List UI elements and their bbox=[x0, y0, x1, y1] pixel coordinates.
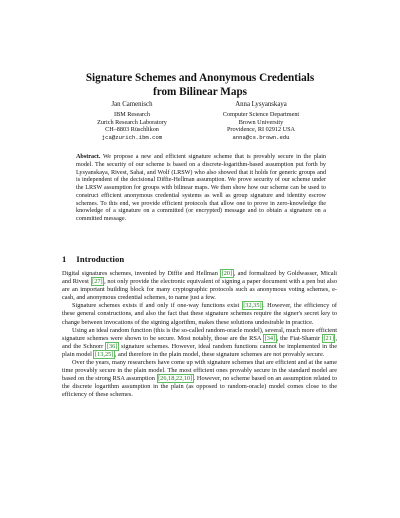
author-email: anna@cs.brown.edu bbox=[232, 133, 290, 141]
abstract-text: We propose a new and efficient signature scheme that is provably secure in the plain model. The security of our scheme is based on a discrete-logarithm-based assumption put forth by Lysyanskaya, Rivest, Sahai, and Wolf (LRSW) who also showed that it holds for generic groups and is independent of the decisional Diffie-Hellman assumption. We prove security of our scheme under the LRSW assumption for groups with bilinear maps. We then show how our scheme can be used to construct efficient anonymous credential systems as well as group signature and identity escrow schemes. To this end, we provide efficient protocols that allow one to prove in zero-knowledge the knowledge of a signature on a committed (or encrypted) message and to obtain a signature on a committed message. bbox=[76, 154, 326, 222]
body-paragraph bbox=[62, 270, 337, 302]
paragraph-text: , and the Schnorr bbox=[62, 334, 338, 350]
body-paragraph bbox=[62, 359, 337, 399]
paragraph-text: , the Fiat-Shamir bbox=[276, 334, 322, 342]
author-affiliation: Providence, RI 02912 USA bbox=[226, 126, 296, 134]
citation-link[interactable]: [21] bbox=[323, 334, 334, 342]
title-line-2: from Bilinear Maps bbox=[152, 86, 248, 98]
citation-link[interactable]: [34] bbox=[264, 334, 276, 342]
paragraph-text: signature schemes. However, ideal random functions cannot be implemented in the plain model bbox=[62, 342, 337, 358]
citation-link[interactable]: [13,25] bbox=[94, 350, 114, 358]
author-affiliation: Computer Science Department bbox=[222, 111, 300, 119]
citation-link[interactable]: [36] bbox=[106, 342, 118, 350]
citation-link[interactable]: [27] bbox=[92, 278, 103, 286]
author-affiliation: CH–8803 Rüschlikon bbox=[105, 126, 159, 134]
body-paragraph bbox=[62, 327, 337, 359]
body-text bbox=[62, 270, 337, 400]
author-email: jca@zurich.ibm.com bbox=[101, 133, 163, 141]
abstract bbox=[76, 154, 326, 224]
paragraph-text: . However, no scheme based on an assumption related to the discrete logarithm assumption in the plain (as opposed to random-oracle) model comes close to the efficiency of these schemes. bbox=[62, 375, 337, 399]
abstract-label: Abstract. bbox=[76, 154, 101, 160]
title-line-1: Signature Schemes and Anonymous Credentials bbox=[85, 72, 315, 84]
citation-link[interactable]: [32,35] bbox=[243, 302, 262, 310]
paragraph-text: , and formalized by Goldwasser, Micali and Rivest bbox=[62, 270, 337, 286]
paper-title bbox=[40, 71, 360, 99]
citation-link[interactable]: [26,18,22,10] bbox=[158, 375, 193, 383]
paragraph-text: Signature schemes exists if and only if one-way functions exist bbox=[72, 302, 242, 310]
section-number: 1 bbox=[62, 254, 67, 264]
paragraph-text: , not only provide the electronic equivalent of signing a paper document with a pen but also are an important building block for many cryptographic protocols such as anonymous voting schemes, e-cash, and anonymous credential schemes, to name just a few. bbox=[62, 278, 337, 302]
paragraph-text: , and therefore in the plain model, these signature schemes are not provably secure. bbox=[114, 350, 325, 358]
section-heading bbox=[62, 254, 124, 264]
author-name: Jan Camenisch bbox=[111, 101, 153, 108]
paragraph-text: Digital signatures schemes, invented by Diffie and Hellman bbox=[62, 270, 221, 277]
paragraph-text: Using an ideal random function (this is the so-called random-oracle model), several, much more efficient signature schemes were shown to be secure. Most notably, those are the RSA bbox=[62, 326, 337, 342]
body-paragraph bbox=[62, 302, 337, 326]
author-1 bbox=[72, 101, 192, 141]
paragraph-text: Over the years, many researchers have come up with signature schemes that are efficient and at the same time provably secure in the plain model. The most efficient ones provably secure in the standard model are based on the strong RSA assumption bbox=[62, 359, 337, 383]
author-name: Anna Lysyanskaya bbox=[235, 101, 287, 108]
author-affiliation: Zurich Research Laboratory bbox=[97, 118, 167, 126]
section-title: Introduction bbox=[76, 254, 125, 264]
author-2 bbox=[201, 101, 321, 141]
citation-link[interactable]: [20] bbox=[221, 270, 233, 277]
author-affiliation: IBM Research bbox=[114, 111, 150, 119]
paragraph-text: . However, the efficiency of these general constructions, and also the fact that these signature schemes require the signer's secret key to change between invocations of the signing algorithm, makes these solutions undesirable in practice. bbox=[62, 302, 338, 326]
author-affiliation: Brown University bbox=[238, 118, 284, 126]
